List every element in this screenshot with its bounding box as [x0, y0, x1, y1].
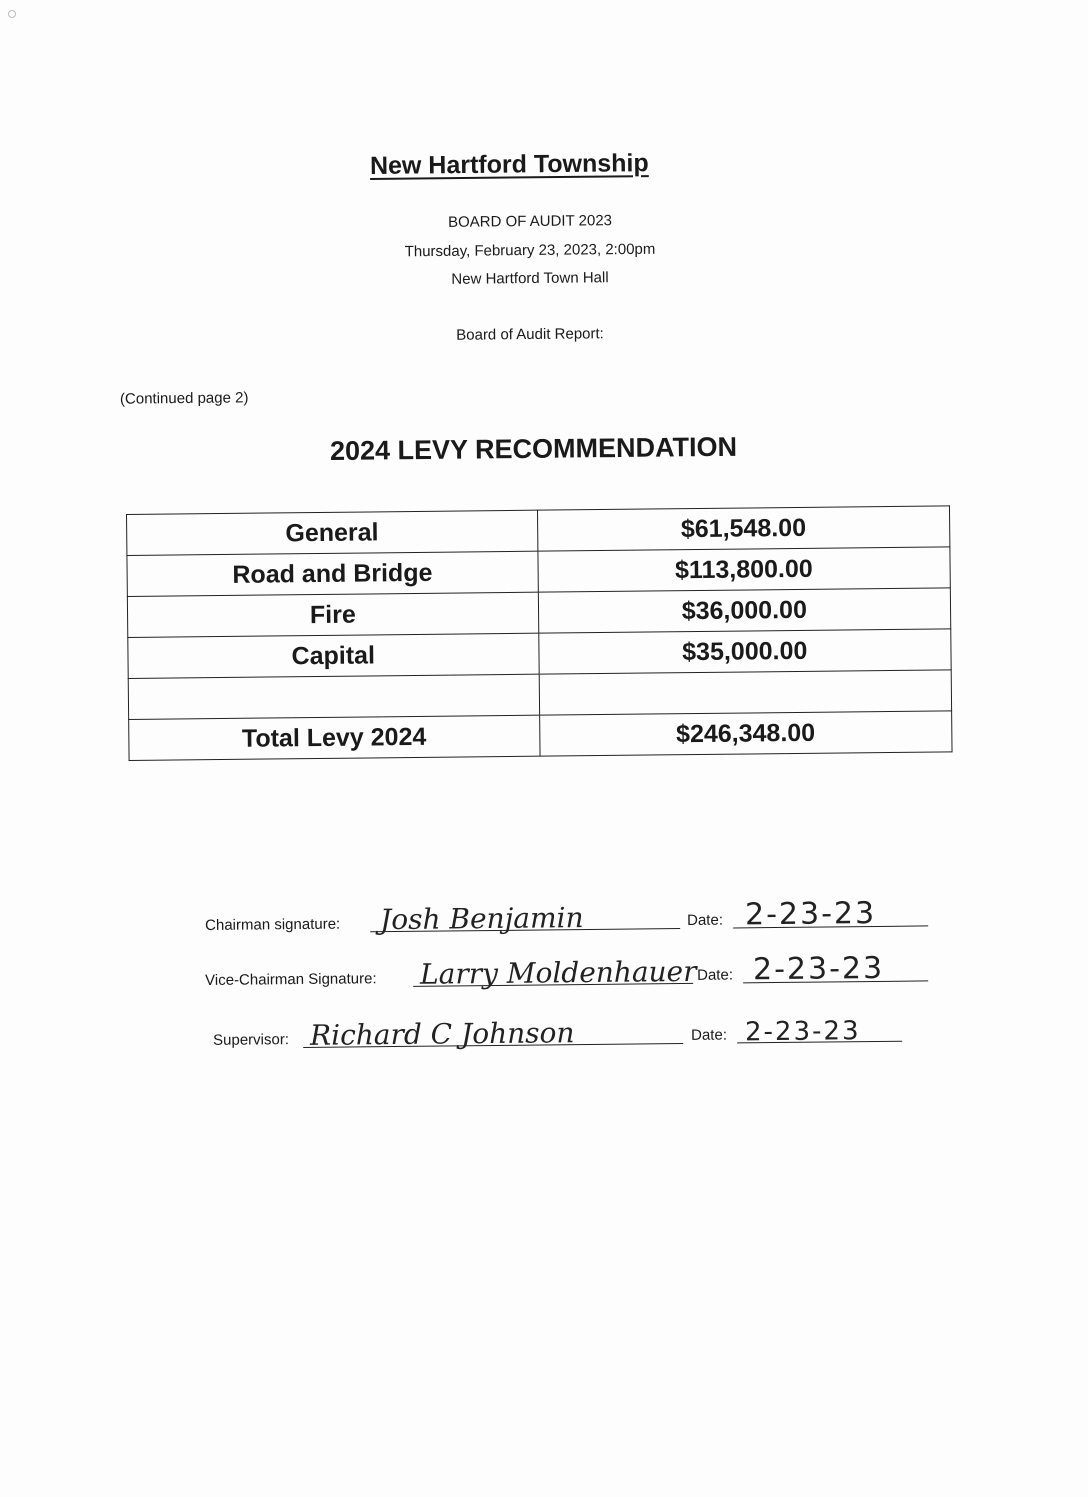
total-label: Total Levy 2024: [129, 715, 540, 760]
levy-table: [126, 505, 953, 761]
township-title: New Hartford Township: [369, 149, 649, 180]
vice-chairman-date: 2-23-23: [752, 950, 885, 988]
total-amount: $246,348.00: [539, 711, 952, 756]
report-label: Board of Audit Report:: [456, 325, 604, 344]
meeting-name: BOARD OF AUDIT 2023: [447, 212, 613, 231]
supervisor-signature: Richard C Johnson: [309, 1016, 575, 1052]
supervisor-date-label: Date:: [690, 1026, 728, 1044]
levy-title: 2024 LEVY RECOMMENDATION: [329, 431, 738, 466]
vice-chairman-signature: Larry Moldenhauer: [419, 954, 697, 991]
levy-amount: $35,000.00: [538, 629, 951, 674]
vice-chairman-signature-row: [205, 937, 965, 995]
levy-category: Fire: [127, 592, 538, 637]
chairman-signature: Josh Benjamin: [379, 901, 584, 937]
chairman-label: Chairman signature:: [205, 915, 341, 934]
continued-note: (Continued page 2): [119, 389, 249, 408]
chairman-date-label: Date:: [686, 911, 724, 929]
chairman-signature-row: [205, 882, 965, 940]
levy-category: Road and Bridge: [127, 551, 538, 596]
total-row: [129, 711, 952, 761]
supervisor-label: Supervisor:: [213, 1031, 290, 1049]
levy-amount: $61,548.00: [537, 506, 950, 551]
vice-chairman-label: Vice-Chairman Signature:: [205, 970, 377, 989]
meeting-location: New Hartford Town Hall: [451, 269, 609, 288]
levy-amount: [539, 670, 952, 715]
levy-category: General: [127, 510, 538, 555]
levy-category: [128, 674, 539, 719]
chairman-date: 2-23-23: [744, 895, 877, 933]
vice-chairman-date-label: Date:: [696, 966, 734, 984]
meeting-datetime: Thursday, February 23, 2023, 2:00pm: [404, 240, 656, 261]
scan-artifact: [8, 10, 16, 18]
supervisor-signature-row: [205, 997, 965, 1055]
levy-amount: $36,000.00: [538, 588, 951, 633]
levy-amount: $113,800.00: [537, 547, 950, 592]
supervisor-date: 2-23-23: [744, 1016, 861, 1048]
levy-category: Capital: [128, 633, 539, 678]
